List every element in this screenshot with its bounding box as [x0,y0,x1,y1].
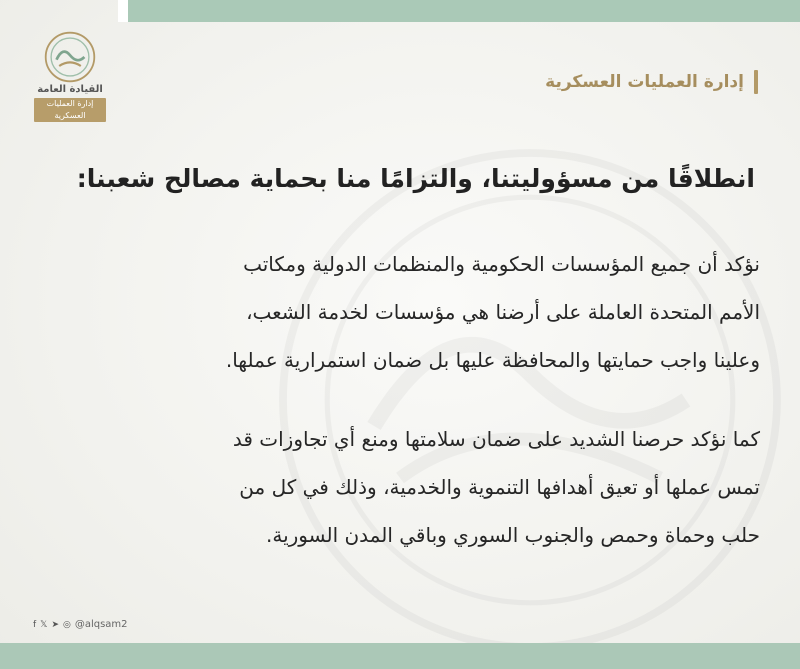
department-accent-bar [754,70,758,94]
x-icon[interactable]: 𝕏 [40,619,48,630]
paragraph-2-line: تمس عملها أو تعيق أهدافها التنموية والخدمية، وذلك في كل من [239,475,760,499]
social-links [33,619,128,630]
top-green-bar [118,0,800,22]
paragraph-1-line: الأمم المتحدة العاملة على أرضنا هي مؤسسات لخدمة الشعب، [246,300,760,324]
brand-logo [30,30,110,120]
watermark-emblem-icon [270,140,790,660]
brand-subtitle: إدارة العمليات العسكرية [34,98,106,122]
top-bar-accent [118,0,128,22]
social-handle[interactable]: @alqsam2 [74,619,128,630]
emblem-icon [43,30,97,84]
statement-heading: انطلاقًا من مسؤوليتنا، والتزامًا منا بحماية مصالح شعبنا: [76,164,755,193]
paragraph-1-line: نؤكد أن جميع المؤسسات الحكومية والمنظمات الدولية ومكاتب [243,252,760,276]
department-header [545,70,758,94]
department-title: إدارة العمليات العسكرية [545,72,744,92]
paragraph-2-line: كما نؤكد حرصنا الشديد على ضمان سلامتها ومنع أي تجاوزات قد [232,427,760,451]
statement-paragraph-2 [35,415,760,559]
instagram-icon[interactable]: ◎ [62,619,71,630]
brand-name: القيادة العامة [37,84,103,95]
paragraph-2-line: حلب وحماة وحمص والجنوب السوري وباقي المدن السورية. [266,523,760,547]
facebook-icon[interactable]: f [33,619,37,630]
bottom-green-bar [0,643,800,669]
telegram-icon[interactable]: ➤ [51,619,59,630]
paragraph-1-line: وعلينا واجب حمايتها والمحافظة عليها بل ضمان استمرارية عملها. [225,348,760,372]
statement-paragraph-1 [35,240,760,384]
